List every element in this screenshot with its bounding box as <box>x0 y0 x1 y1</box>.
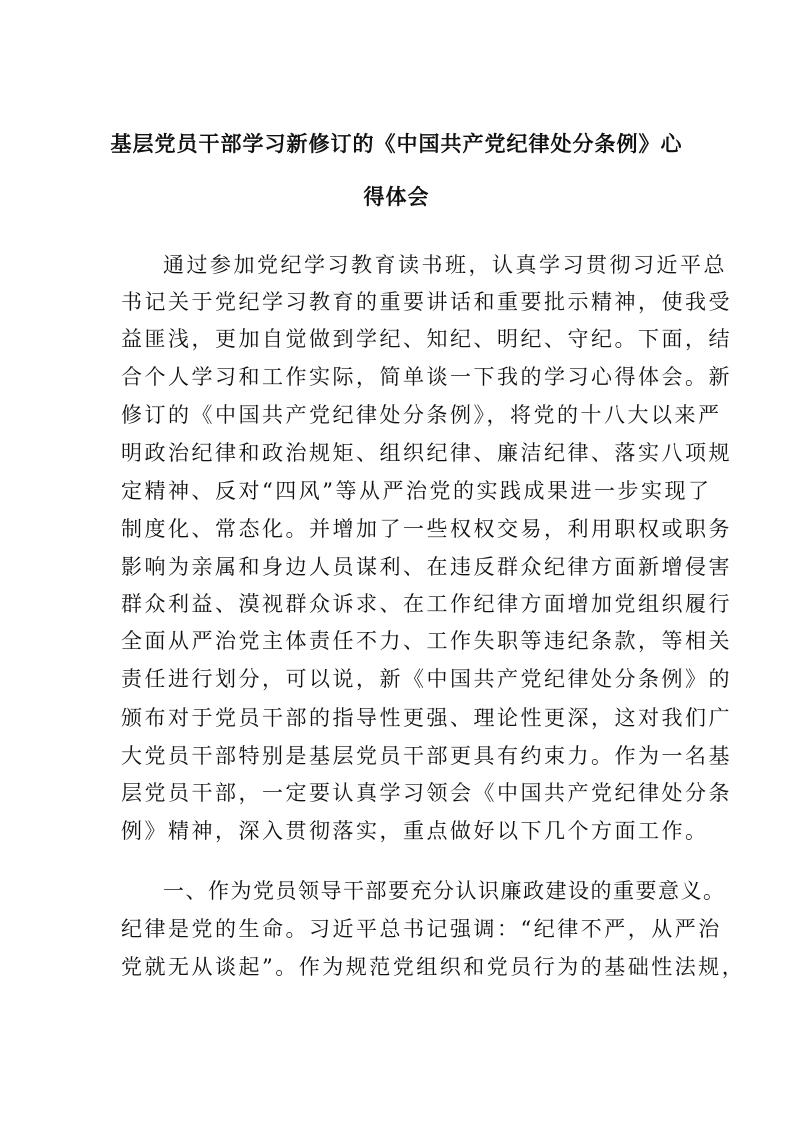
document-title-line-1: 基层党员干部学习新修订的《中国共产党纪律处分条例》心 <box>110 131 683 156</box>
paragraph-line: 合个人学习和工作实际，简单谈一下我的学习心得体会。新 <box>121 365 732 389</box>
paragraph-line: 例》精神，深入贯彻落实，重点做好以下几个方面工作。 <box>121 819 709 843</box>
document-title-line-2: 得体会 <box>363 184 430 209</box>
paragraph-line: 影响为亲属和身边人员谋利、在违反群众纪律方面新增侵害 <box>121 555 732 579</box>
paragraph-line: 益匪浅，更加自觉做到学纪、知纪、明纪、守纪。下面，结 <box>121 327 732 351</box>
paragraph-line: 群众利益、漠视群众诉求、在工作纪律方面增加党组织履行 <box>121 592 732 616</box>
paragraph-line: 通过参加党纪学习教育读书班，认真学习贯彻习近平总 <box>163 253 727 277</box>
paragraph-line: 书记关于党纪学习教育的重要讲话和重要批示精神，使我受 <box>121 290 732 314</box>
paragraph-line: 修订的《中国共产党纪律处分条例》，将党的十八大以来严 <box>121 403 722 427</box>
paragraph-line: 明政治纪律和政治规矩、组织纪律、廉洁纪律、落实八项规 <box>121 441 732 465</box>
paragraph-line: 纪律是党的生命。习近平总书记强调：“纪律不严，从严治 <box>121 917 722 941</box>
paragraph-line: 大党员干部特别是基层党员干部更具有约束力。作为一名基 <box>121 744 732 768</box>
paragraph-line: 制度化、常态化。并增加了一些权权交易，利用职权或职务 <box>121 517 732 541</box>
paragraph-line: 全面从严治党主体责任不力、工作失职等违纪条款，等相关 <box>121 629 732 653</box>
paragraph-line: 党就无从谈起”。作为规范党组织和党员行为的基础性法规， <box>121 955 746 979</box>
paragraph-line: 层党员干部，一定要认真学习领会《中国共产党纪律处分条 <box>121 781 732 805</box>
paragraph-line: 定精神、反对“四风”等从严治党的实践成果进一步实现了 <box>121 479 712 503</box>
section-heading: 一、作为党员领导干部要充分认识廉政建设的重要意义。 <box>163 879 726 903</box>
paragraph-line: 责任进行划分，可以说，新《中国共产党纪律处分条例》的 <box>121 667 732 691</box>
paragraph-line: 颁布对于党员干部的指导性更强、理论性更深，这对我们广 <box>121 706 732 730</box>
